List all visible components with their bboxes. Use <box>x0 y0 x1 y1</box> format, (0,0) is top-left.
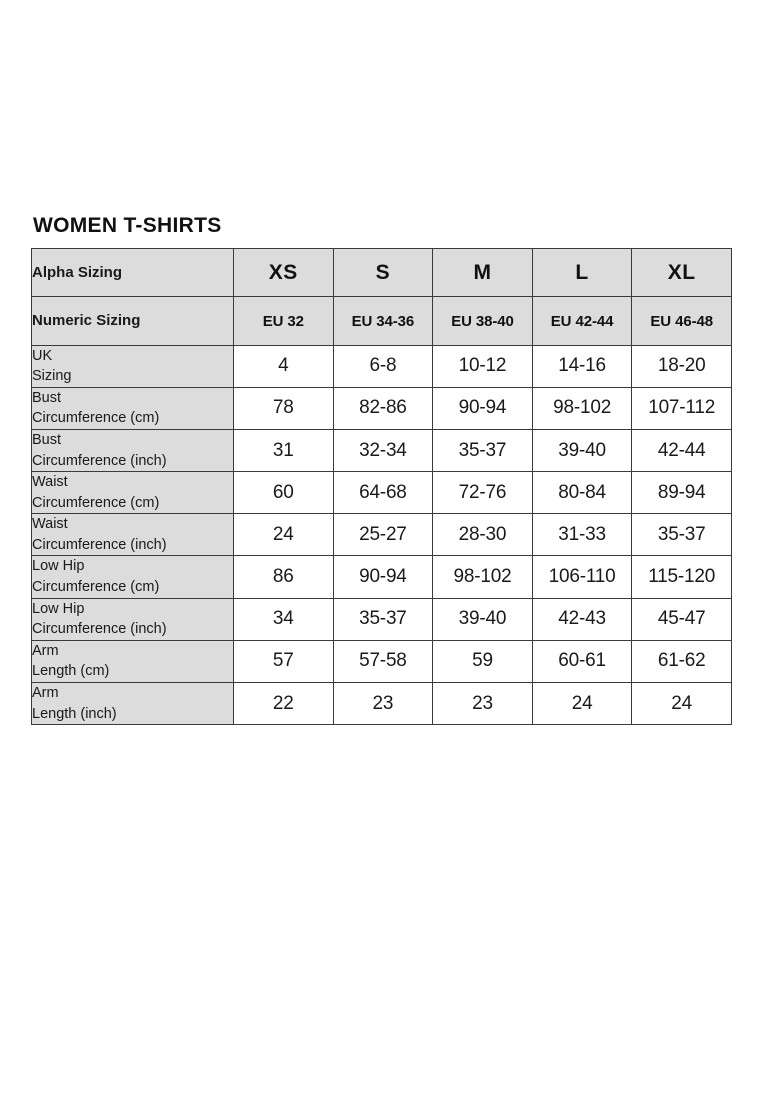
measurement-value: 64-68 <box>333 472 433 514</box>
size-column-header: M <box>433 249 533 297</box>
measurement-value: 80-84 <box>532 472 632 514</box>
measurement-label-line1: UK <box>32 347 53 364</box>
measurement-label-line1: Bust <box>32 389 62 406</box>
measurement-value: 25-27 <box>333 514 433 556</box>
measurement-value: 90-94 <box>433 387 533 429</box>
measurement-value: 22 <box>234 682 334 724</box>
measurement-label-line2: Length (inch) <box>32 705 117 722</box>
measurement-value: 42-44 <box>632 430 732 472</box>
measurement-value: 24 <box>234 514 334 556</box>
table-row <box>32 345 732 387</box>
measurement-label <box>32 345 234 387</box>
measurement-value: 45-47 <box>632 598 732 640</box>
measurement-label-line2: Circumference (inch) <box>32 536 167 553</box>
table-row <box>32 514 732 556</box>
measurement-value: 6-8 <box>333 345 433 387</box>
table-row <box>32 387 732 429</box>
size-column-header: EU 38-40 <box>433 297 533 345</box>
measurement-value: 60-61 <box>532 640 632 682</box>
measurement-value: 78 <box>234 387 334 429</box>
measurement-value: 72-76 <box>433 472 533 514</box>
measurement-value: 42-43 <box>532 598 632 640</box>
size-column-header: XS <box>234 249 334 297</box>
measurement-value: 24 <box>632 682 732 724</box>
size-column-header: EU 34-36 <box>333 297 433 345</box>
measurement-value: 14-16 <box>532 345 632 387</box>
measurement-value: 28-30 <box>433 514 533 556</box>
measurement-label-line1: Arm <box>32 684 59 701</box>
table-header-row <box>32 249 732 297</box>
measurement-label-line1: Waist <box>32 474 68 491</box>
measurement-label <box>32 430 234 472</box>
size-column-header: EU 46-48 <box>632 297 732 345</box>
measurement-label-line1: Low Hip <box>32 558 85 575</box>
measurement-label <box>32 387 234 429</box>
measurement-value: 107-112 <box>632 387 732 429</box>
size-chart-container <box>31 214 731 725</box>
measurement-value: 57-58 <box>333 640 433 682</box>
measurement-label-line2: Circumference (cm) <box>32 410 160 427</box>
measurement-value: 57 <box>234 640 334 682</box>
measurement-value: 39-40 <box>532 430 632 472</box>
size-column-header: EU 32 <box>234 297 334 345</box>
table-row <box>32 430 732 472</box>
measurement-label-line1: Low Hip <box>32 600 85 617</box>
measurement-label-line2: Circumference (cm) <box>32 579 160 596</box>
measurement-label <box>32 556 234 598</box>
table-row <box>32 640 732 682</box>
measurement-value: 10-12 <box>433 345 533 387</box>
measurement-value: 90-94 <box>333 556 433 598</box>
measurement-value: 23 <box>333 682 433 724</box>
measurement-value: 24 <box>532 682 632 724</box>
size-column-header: S <box>333 249 433 297</box>
measurement-value: 35-37 <box>632 514 732 556</box>
measurement-label <box>32 640 234 682</box>
size-column-header: EU 42-44 <box>532 297 632 345</box>
size-column-header: L <box>532 249 632 297</box>
table-row <box>32 598 732 640</box>
measurement-value: 60 <box>234 472 334 514</box>
measurement-value: 4 <box>234 345 334 387</box>
measurement-value: 98-102 <box>532 387 632 429</box>
measurement-label <box>32 472 234 514</box>
measurement-label <box>32 598 234 640</box>
measurement-label-line1: Arm <box>32 642 59 659</box>
measurement-value: 89-94 <box>632 472 732 514</box>
measurement-label-line1: Bust <box>32 432 62 448</box>
size-column-header: XL <box>632 249 732 297</box>
measurement-label <box>32 514 234 556</box>
size-chart-table <box>31 248 732 725</box>
measurement-value: 115-120 <box>632 556 732 598</box>
measurement-value: 59 <box>433 640 533 682</box>
measurement-label-line2: Circumference (inch) <box>32 452 167 469</box>
measurement-value: 106-110 <box>532 556 632 598</box>
measurement-value: 35-37 <box>333 598 433 640</box>
measurement-value: 86 <box>234 556 334 598</box>
size-chart-body <box>32 249 732 725</box>
measurement-label-line2: Circumference (cm) <box>32 494 160 511</box>
measurement-value: 23 <box>433 682 533 724</box>
measurement-value: 35-37 <box>433 430 533 472</box>
table-row <box>32 682 732 724</box>
measurement-value: 82-86 <box>333 387 433 429</box>
measurement-value: 32-34 <box>333 430 433 472</box>
table-row <box>32 472 732 514</box>
header-row-label: Alpha Sizing <box>32 249 234 297</box>
measurement-value: 34 <box>234 598 334 640</box>
measurement-value: 18-20 <box>632 345 732 387</box>
measurement-value: 31 <box>234 430 334 472</box>
measurement-value: 31-33 <box>532 514 632 556</box>
measurement-value: 61-62 <box>632 640 732 682</box>
measurement-value: 39-40 <box>433 598 533 640</box>
measurement-label <box>32 682 234 724</box>
measurement-value: 98-102 <box>433 556 533 598</box>
page-title: WOMEN T-SHIRTS <box>33 214 222 237</box>
measurement-label-line2: Length (cm) <box>32 663 110 680</box>
measurement-label-line2: Sizing <box>32 368 72 385</box>
measurement-label-line2: Circumference (inch) <box>32 621 167 638</box>
measurement-label-line1: Waist <box>32 516 68 533</box>
table-header-row <box>32 297 732 345</box>
header-row-label: Numeric Sizing <box>32 297 234 345</box>
table-row <box>32 556 732 598</box>
